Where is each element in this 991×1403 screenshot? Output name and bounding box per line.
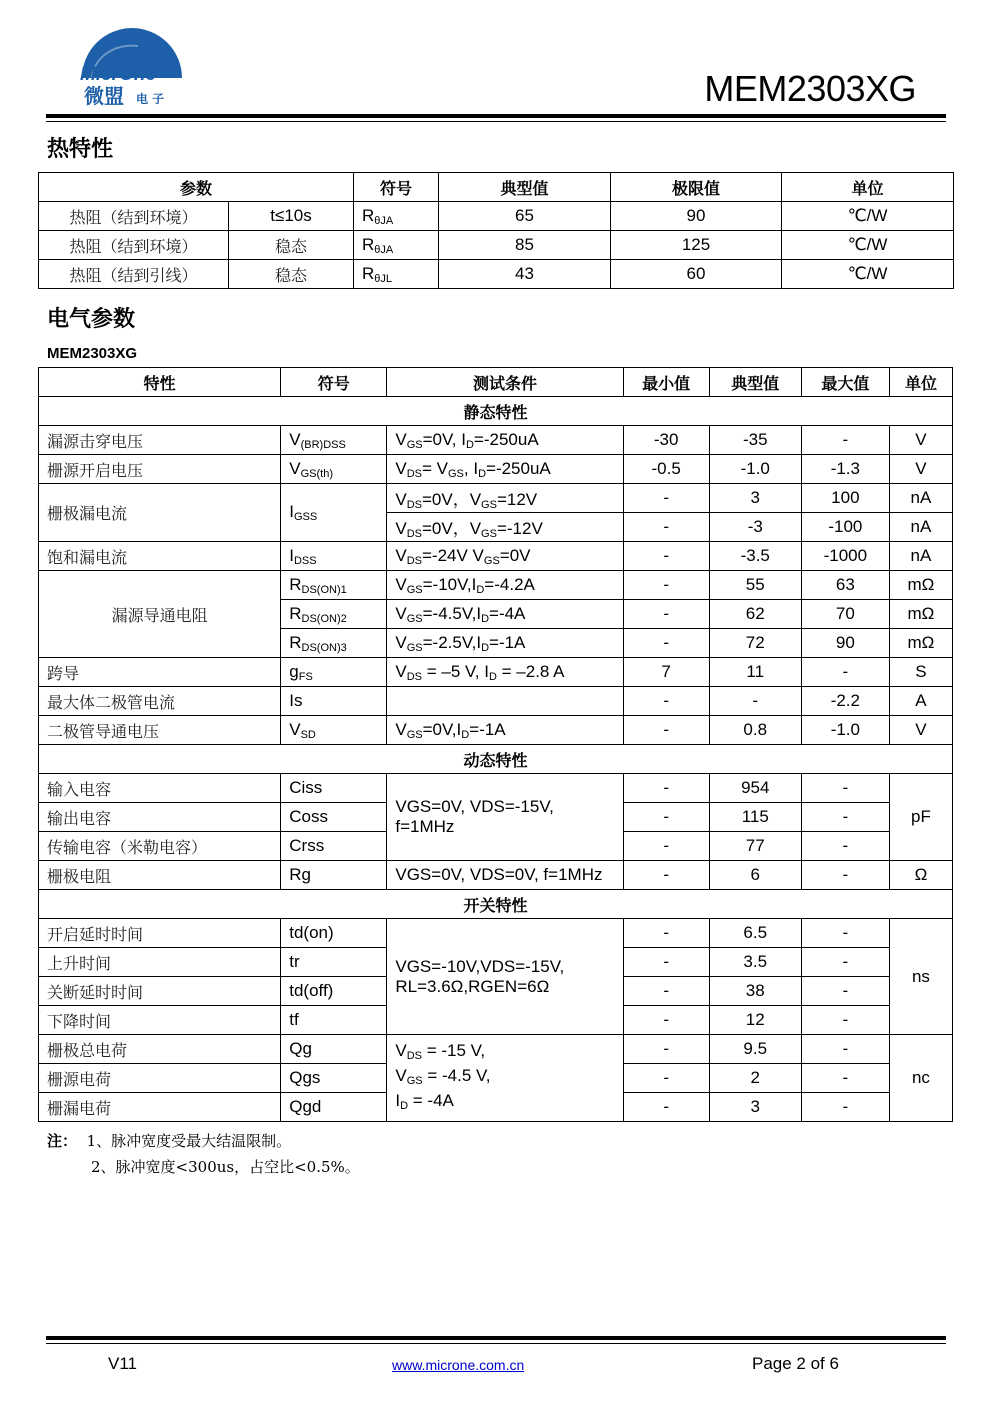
symbol: $R_{DS(ON)2}$ bbox=[281, 600, 387, 629]
unit: A bbox=[889, 687, 952, 716]
max: 100 bbox=[801, 484, 889, 513]
cond: $V_{DS} = -15$ V, $V_{GS} = -4.5$ V, $I_D = -4A$ bbox=[387, 1035, 623, 1122]
max: - bbox=[801, 1035, 889, 1064]
symbol: $R_{\theta JA}$ bbox=[354, 202, 439, 231]
typ: 0.8 bbox=[709, 716, 801, 745]
typ: 6 bbox=[709, 861, 801, 890]
col-max: 最大值 bbox=[801, 368, 889, 397]
table-row bbox=[39, 687, 953, 716]
symbol: $R_{\theta JA}$ bbox=[354, 231, 439, 260]
table-row bbox=[39, 542, 953, 571]
typ: 85 bbox=[439, 231, 611, 260]
col-characteristic: 特性 bbox=[39, 368, 281, 397]
cond: $V_{DS} = -5$ V, $I_D = -2.8$ A bbox=[387, 658, 623, 687]
col-symbol: 符号 bbox=[281, 368, 387, 397]
max: - bbox=[801, 919, 889, 948]
name: 栅漏电荷 bbox=[39, 1093, 281, 1122]
cond: 稳态 bbox=[229, 231, 354, 260]
symbol: tr bbox=[281, 948, 387, 977]
min: 7 bbox=[623, 658, 709, 687]
min: -30 bbox=[623, 426, 709, 455]
min: - bbox=[623, 687, 709, 716]
unit: mΩ bbox=[889, 571, 952, 600]
cond: 稳态 bbox=[229, 260, 354, 289]
min: - bbox=[623, 977, 709, 1006]
min: - bbox=[623, 513, 709, 542]
electrical-heading: 电气参数 bbox=[47, 307, 136, 332]
min: -0.5 bbox=[623, 455, 709, 484]
max: - bbox=[801, 832, 889, 861]
footer-rule bbox=[46, 1336, 946, 1340]
table-row bbox=[39, 919, 953, 948]
unit: ns bbox=[889, 919, 952, 1035]
footer-link[interactable]: www.microne.com.cn bbox=[392, 1357, 525, 1373]
typ: 38 bbox=[709, 977, 801, 1006]
unit: V bbox=[889, 716, 952, 745]
group-dynamic: 动态特性 bbox=[39, 745, 953, 774]
logo-text-en: MicrOne bbox=[80, 64, 157, 85]
typ: -1.0 bbox=[709, 455, 801, 484]
symbol: td(off) bbox=[281, 977, 387, 1006]
symbol: Coss bbox=[281, 803, 387, 832]
max: - bbox=[801, 977, 889, 1006]
name: 传输电容（米勒电容） bbox=[39, 832, 281, 861]
cond: $V_{DS}=-24V$ $V_{GS}=0V$ bbox=[387, 542, 623, 571]
cond bbox=[387, 687, 623, 716]
typ: 72 bbox=[709, 629, 801, 658]
col-typ: 典型值 bbox=[439, 173, 611, 202]
table-row bbox=[39, 484, 953, 513]
typ: 3 bbox=[709, 484, 801, 513]
max: - bbox=[801, 1064, 889, 1093]
min: - bbox=[623, 832, 709, 861]
table-row bbox=[39, 658, 953, 687]
table-row bbox=[39, 202, 954, 231]
unit: nA bbox=[889, 542, 952, 571]
typ: 115 bbox=[709, 803, 801, 832]
name: 最大体二极管电流 bbox=[39, 687, 281, 716]
cond: $V_{GS}=-4.5V,I_D=-4A$ bbox=[387, 600, 623, 629]
symbol: $R_{DS(ON)1}$ bbox=[281, 571, 387, 600]
logo-text-cn-small: 电 子 bbox=[136, 92, 165, 106]
min: - bbox=[623, 1035, 709, 1064]
max: - bbox=[801, 861, 889, 890]
max: -1.3 bbox=[801, 455, 889, 484]
unit: nc bbox=[889, 1035, 952, 1122]
symbol: $I_{DSS}$ bbox=[281, 542, 387, 571]
name: 漏源击穿电压 bbox=[39, 426, 281, 455]
note-2: 2、脉冲宽度<300us，占空比<0.5%。 bbox=[91, 1158, 360, 1176]
typ: 954 bbox=[709, 774, 801, 803]
min: - bbox=[623, 1093, 709, 1122]
table-row bbox=[39, 260, 954, 289]
name: 栅极总电荷 bbox=[39, 1035, 281, 1064]
footer-page-number: Page 2 of 6 bbox=[752, 1354, 839, 1373]
unit: mΩ bbox=[889, 600, 952, 629]
unit: mΩ bbox=[889, 629, 952, 658]
symbol: Is bbox=[281, 687, 387, 716]
cond: t≤10s bbox=[229, 202, 354, 231]
typ: 2 bbox=[709, 1064, 801, 1093]
max: 90 bbox=[611, 202, 782, 231]
param: 热阻（结到环境） bbox=[39, 231, 229, 260]
max: - bbox=[801, 1093, 889, 1122]
typ: 3.5 bbox=[709, 948, 801, 977]
symbol: $R_{\theta JL}$ bbox=[354, 260, 439, 289]
name: 下降时间 bbox=[39, 1006, 281, 1035]
unit: V bbox=[889, 455, 952, 484]
max: 125 bbox=[611, 231, 782, 260]
typ: 11 bbox=[709, 658, 801, 687]
typ: 62 bbox=[709, 600, 801, 629]
unit: pF bbox=[889, 774, 952, 861]
unit: ℃/W bbox=[782, 202, 954, 231]
col-typ: 典型值 bbox=[709, 368, 801, 397]
cond: VGS=0V, VDS=0V, f=1MHz bbox=[387, 861, 623, 890]
typ: 77 bbox=[709, 832, 801, 861]
unit: V bbox=[889, 426, 952, 455]
cond: VGS=-10V,VDS=-15V, RL=3.6Ω,RGEN=6Ω bbox=[387, 919, 623, 1035]
symbol: $g_{FS}$ bbox=[281, 658, 387, 687]
min: - bbox=[623, 716, 709, 745]
col-min: 最小值 bbox=[623, 368, 709, 397]
name: 上升时间 bbox=[39, 948, 281, 977]
symbol: $R_{DS(ON)3}$ bbox=[281, 629, 387, 658]
typ: -3.5 bbox=[709, 542, 801, 571]
max: - bbox=[801, 803, 889, 832]
max: 60 bbox=[611, 260, 782, 289]
symbol: td(on) bbox=[281, 919, 387, 948]
symbol: $I_{GSS}$ bbox=[281, 484, 387, 542]
unit: S bbox=[889, 658, 952, 687]
min: - bbox=[623, 948, 709, 977]
max: -2.2 bbox=[801, 687, 889, 716]
min: - bbox=[623, 1064, 709, 1093]
typ: 43 bbox=[439, 260, 611, 289]
table-row bbox=[39, 455, 953, 484]
name: 跨导 bbox=[39, 658, 281, 687]
min: - bbox=[623, 629, 709, 658]
notes-label: 注： bbox=[47, 1132, 78, 1150]
param: 热阻（结到引线） bbox=[39, 260, 229, 289]
typ: - bbox=[709, 687, 801, 716]
min: - bbox=[623, 600, 709, 629]
symbol: $V_{SD}$ bbox=[281, 716, 387, 745]
max: - bbox=[801, 426, 889, 455]
table-header bbox=[39, 368, 953, 397]
table-row bbox=[39, 861, 953, 890]
symbol: Rg bbox=[281, 861, 387, 890]
doc-title: MEM2303XG bbox=[704, 68, 916, 109]
param: 热阻（结到环境） bbox=[39, 202, 229, 231]
name: 开启延时时间 bbox=[39, 919, 281, 948]
thermal-heading: 热特性 bbox=[47, 137, 114, 162]
cond: $V_{GS}=0V$, $I_D=-250uA$ bbox=[387, 426, 623, 455]
group-switching: 开关特性 bbox=[39, 890, 953, 919]
typ: 65 bbox=[439, 202, 611, 231]
unit: Ω bbox=[889, 861, 952, 890]
table-row bbox=[39, 716, 953, 745]
name: 漏源导通电阻 bbox=[39, 571, 281, 658]
name: 饱和漏电流 bbox=[39, 542, 281, 571]
col-symbol: 符号 bbox=[354, 173, 439, 202]
name: 栅源开启电压 bbox=[39, 455, 281, 484]
max: - bbox=[801, 1006, 889, 1035]
symbol: Qg bbox=[281, 1035, 387, 1064]
max: -100 bbox=[801, 513, 889, 542]
name: 输出电容 bbox=[39, 803, 281, 832]
cond: $V_{GS}=0V,I_D=-1A$ bbox=[387, 716, 623, 745]
cond: $V_{DS}=0V$，$V_{GS}=12V$ bbox=[387, 484, 623, 513]
table-header bbox=[39, 173, 954, 202]
part-number: MEM2303XG bbox=[47, 345, 138, 362]
max: 63 bbox=[801, 571, 889, 600]
name: 栅极电阻 bbox=[39, 861, 281, 890]
symbol: Qgs bbox=[281, 1064, 387, 1093]
name: 关断延时时间 bbox=[39, 977, 281, 1006]
unit: nA bbox=[889, 484, 952, 513]
cond: $V_{GS}=-10V,I_D=-4.2A$ bbox=[387, 571, 623, 600]
max: -1.0 bbox=[801, 716, 889, 745]
symbol: $V_{GS(th)}$ bbox=[281, 455, 387, 484]
min: - bbox=[623, 484, 709, 513]
typ: 3 bbox=[709, 1093, 801, 1122]
min: - bbox=[623, 774, 709, 803]
unit: ℃/W bbox=[782, 260, 954, 289]
table-row bbox=[39, 426, 953, 455]
microne-logo bbox=[78, 20, 188, 110]
min: - bbox=[623, 803, 709, 832]
col-unit: 单位 bbox=[889, 368, 952, 397]
typ: 6.5 bbox=[709, 919, 801, 948]
max: - bbox=[801, 948, 889, 977]
col-unit: 单位 bbox=[782, 173, 954, 202]
max: 90 bbox=[801, 629, 889, 658]
cond: $V_{DS}= V_{GS}$, $I_D=-250uA$ bbox=[387, 455, 623, 484]
symbol: tf bbox=[281, 1006, 387, 1035]
typ: 55 bbox=[709, 571, 801, 600]
footer-version: V11 bbox=[108, 1354, 137, 1373]
logo-text-cn: 微盟 bbox=[84, 84, 124, 108]
table-row bbox=[39, 1035, 953, 1064]
symbol: Qgd bbox=[281, 1093, 387, 1122]
typ: 12 bbox=[709, 1006, 801, 1035]
note-1: 注： 1、脉冲宽度受最大结温限制。 bbox=[47, 1132, 292, 1150]
cond: VGS=0V, VDS=-15V, f=1MHz bbox=[387, 774, 623, 861]
min: - bbox=[623, 861, 709, 890]
name: 栅源电荷 bbox=[39, 1064, 281, 1093]
symbol: $V_{(BR)DSS}$ bbox=[281, 426, 387, 455]
table-row bbox=[39, 571, 953, 600]
unit: ℃/W bbox=[782, 231, 954, 260]
max: - bbox=[801, 658, 889, 687]
min: - bbox=[623, 1006, 709, 1035]
typ: -3 bbox=[709, 513, 801, 542]
header-rule-thin bbox=[46, 121, 946, 122]
table-row bbox=[39, 231, 954, 260]
typ: -35 bbox=[709, 426, 801, 455]
electrical-table bbox=[38, 367, 953, 1122]
header-rule bbox=[46, 114, 946, 118]
max: 70 bbox=[801, 600, 889, 629]
name: 输入电容 bbox=[39, 774, 281, 803]
max: -1000 bbox=[801, 542, 889, 571]
typ: 9.5 bbox=[709, 1035, 801, 1064]
max: - bbox=[801, 774, 889, 803]
cond: $V_{GS}=-2.5V,I_D=-1A$ bbox=[387, 629, 623, 658]
footer-rule-thin bbox=[46, 1343, 946, 1344]
name: 二极管导通电压 bbox=[39, 716, 281, 745]
col-param: 参数 bbox=[39, 173, 354, 202]
unit: nA bbox=[889, 513, 952, 542]
col-max: 极限值 bbox=[611, 173, 782, 202]
cond: $V_{DS}=0V$，$V_{GS}=-12V$ bbox=[387, 513, 623, 542]
col-conditions: 测试条件 bbox=[387, 368, 623, 397]
group-static: 静态特性 bbox=[39, 397, 953, 426]
symbol: Crss bbox=[281, 832, 387, 861]
min: - bbox=[623, 919, 709, 948]
table-row bbox=[39, 774, 953, 803]
min: - bbox=[623, 571, 709, 600]
name: 栅极漏电流 bbox=[39, 484, 281, 542]
min: - bbox=[623, 542, 709, 571]
thermal-table bbox=[38, 172, 954, 289]
symbol: Ciss bbox=[281, 774, 387, 803]
